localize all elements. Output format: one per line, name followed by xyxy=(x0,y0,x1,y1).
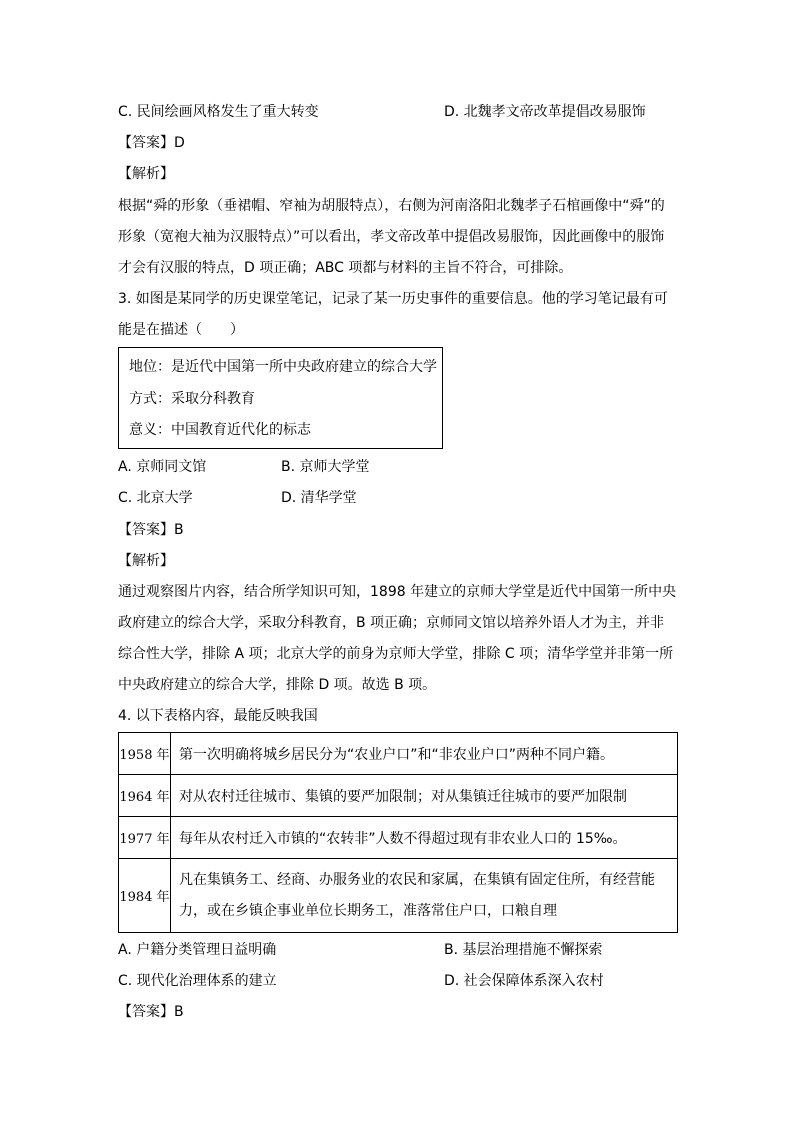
table-text-cell: 凡在集镇务工、经商、办服务业的农民和家属，在集镇有固定住所，有经营能力，或在乡镇企事业单位长期务工，准落常住户口，口粮自理 xyxy=(171,859,678,933)
prev-answer: 【答案】D xyxy=(118,135,185,151)
table-row xyxy=(119,733,678,775)
table-text-cell: 第一次明确将城乡居民分为“农业户口”和“非农业户口”两种不同户籍。 xyxy=(171,733,678,775)
q4-stem: 4. 以下表格内容，最能反映我国 xyxy=(118,708,318,724)
prev-option-c: C. 民间绘画风格发生了重大转变 xyxy=(118,104,319,120)
q4-option-a: A. 户籍分类管理日益明确 xyxy=(118,942,277,958)
prev-analysis-line: 才会有汉服的特点，D 项正确；ABC 项都与材料的主旨不符合，可排除。 xyxy=(118,260,573,276)
q3-note-box xyxy=(118,347,443,449)
q3-analysis-line: 通过观察图片内容，结合所学知识可知，1898 年建立的京师大学堂是近代中国第一所中央 xyxy=(118,584,677,600)
table-year-cell: 1984 年 xyxy=(119,859,171,933)
q3-option-a: A. 京师同文馆 xyxy=(118,459,207,475)
q4-option-c: C. 现代化治理体系的建立 xyxy=(118,973,277,989)
q3-stem-line: 3. 如图是某同学的历史课堂笔记，记录了某一历史事件的重要信息。他的学习笔记最有可 xyxy=(118,291,668,307)
q3-stem-line: 能是在描述（ ） xyxy=(118,322,244,338)
q4-table xyxy=(118,732,678,933)
q3-note-line: 地位：是近代中国第一所中央政府建立的综合大学 xyxy=(129,359,437,375)
q3-note-line: 方式：采取分科教育 xyxy=(129,391,255,407)
q4-answer: 【答案】B xyxy=(118,1004,184,1020)
q3-note-line: 意义：中国教育近代化的标志 xyxy=(129,422,311,438)
q3-answer: 【答案】B xyxy=(118,522,184,538)
prev-option-d: D. 北魏孝文帝改革提倡改易服饰 xyxy=(444,104,646,120)
q4-option-d: D. 社会保障体系深入农村 xyxy=(444,973,604,989)
table-year-cell: 1977 年 xyxy=(119,817,171,859)
q4-option-b: B. 基层治理措施不懈探索 xyxy=(444,942,603,958)
q3-analysis-label: 【解析】 xyxy=(118,553,174,569)
q3-option-d: D. 清华学堂 xyxy=(281,490,357,506)
q3-option-c: C. 北京大学 xyxy=(118,490,193,506)
table-text-cell: 每年从农村迁入市镇的“农转非”人数不得超过现有非农业人口的 15‰。 xyxy=(171,817,678,859)
prev-analysis-line: 根据“舜的形象（垂裙帽、窄袖为胡服特点），右侧为河南洛阳北魏孝子石棺画像中“舜”的 xyxy=(118,198,665,214)
table-text-cell: 对从农村迁往城市、集镇的要严加限制；对从集镇迁往城市的要严加限制 xyxy=(171,775,678,817)
prev-analysis-line: 形象（宽袍大袖为汉服特点）”可以看出，孝文帝改革中提倡改易服饰，因此画像中的服饰 xyxy=(118,229,665,245)
table-row xyxy=(119,859,678,933)
table-row xyxy=(119,775,678,817)
q3-analysis-line: 综合性大学，排除 A 项；北京大学的前身为京师大学堂，排除 C 项；清华学堂并非第一所 xyxy=(118,646,674,662)
prev-analysis-label: 【解析】 xyxy=(118,166,174,182)
table-year-cell: 1964 年 xyxy=(119,775,171,817)
table-row xyxy=(119,817,678,859)
table-year-cell: 1958 年 xyxy=(119,733,171,775)
q3-analysis-line: 政府建立的综合大学，采取分科教育，B 项正确；京师同文馆以培养外语人才为主，并非 xyxy=(118,615,665,631)
q3-analysis-line: 中央政府建立的综合大学，排除 D 项。故选 B 项。 xyxy=(118,677,437,693)
q3-option-b: B. 京师大学堂 xyxy=(281,459,370,475)
